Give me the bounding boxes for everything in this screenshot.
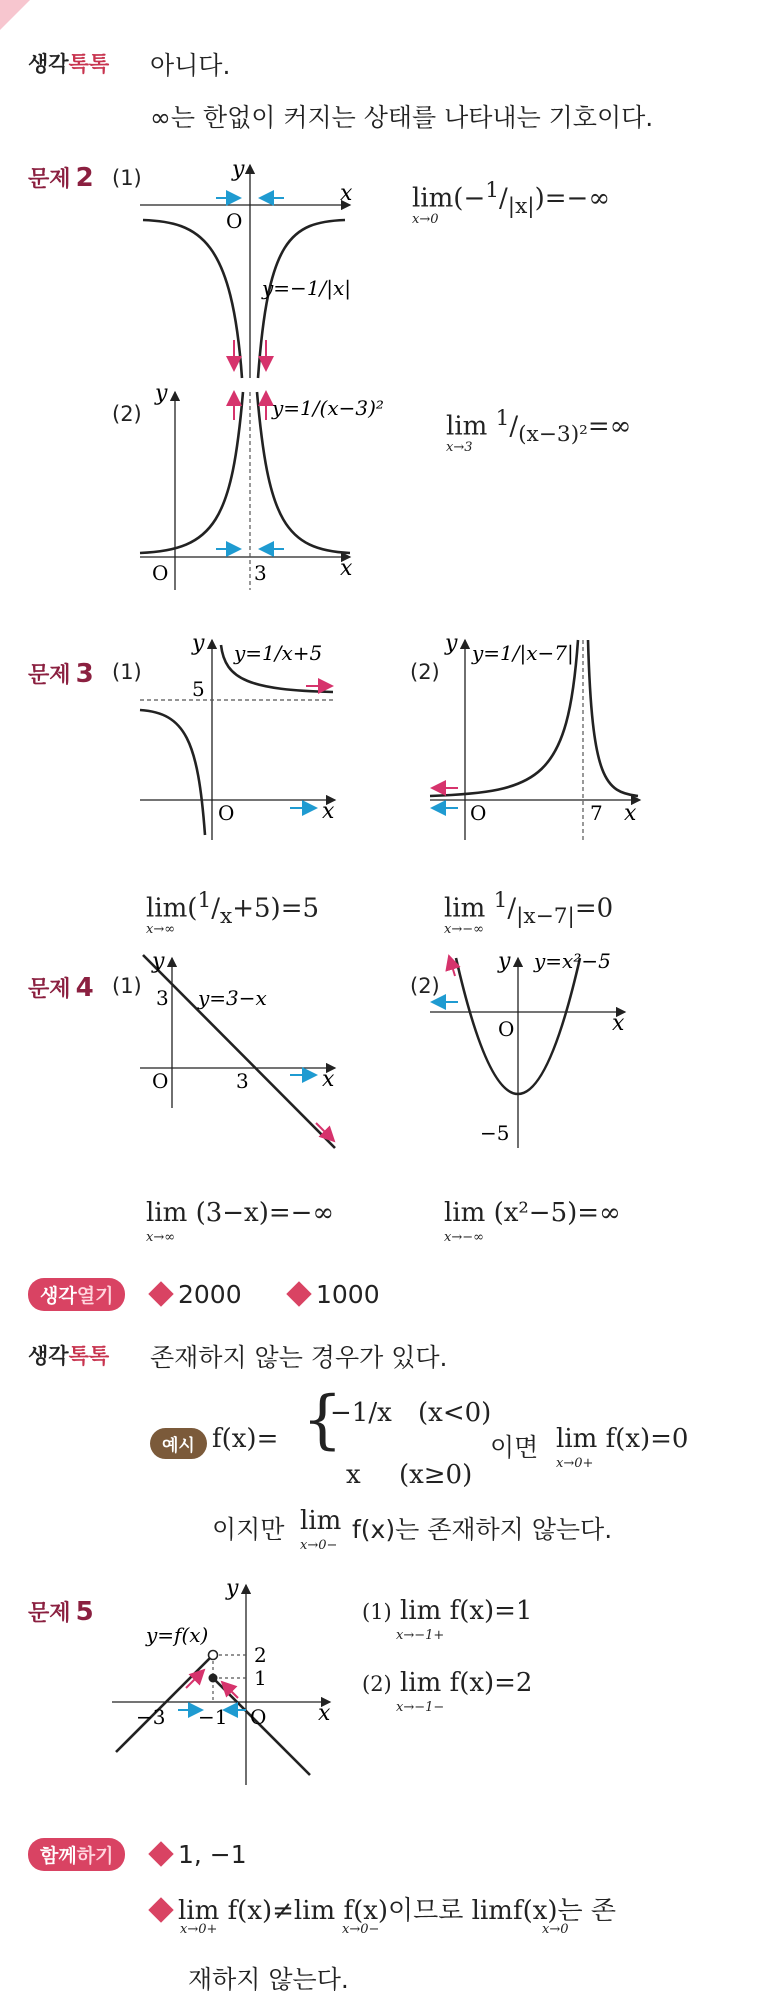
diamond-2-icon: [148, 1897, 173, 1922]
problem-number: 4: [75, 973, 94, 1003]
open-v1: 2000: [178, 1280, 242, 1309]
together-tag-a: 함께: [40, 1845, 77, 1867]
example-tag: 예시: [150, 1428, 207, 1459]
p5-minus1: −1: [198, 1705, 228, 1729]
lim-text: lim: [178, 1896, 220, 1926]
p3-eq2: $\lim ^1/_{|x-7|}=0$ x→−∞: [444, 888, 614, 937]
tip2-line1: 존재하지 않는 경우가 있다.: [150, 1343, 448, 1372]
p5-ans1-under: x→−1+: [396, 1628, 445, 1643]
problem-label: 문제: [28, 1601, 71, 1626]
p4-sub2: (2): [410, 974, 440, 998]
lim-text: lim: [293, 1896, 336, 1926]
problem-4-heading: [28, 972, 94, 1003]
p5-answer-2: [362, 1668, 533, 1715]
lim-text: lim: [446, 411, 488, 442]
p5-ans2-sub: (2): [362, 1672, 392, 1696]
p5-ans1-rhs: f(x)=1: [449, 1596, 533, 1626]
svg-text:O: O: [218, 801, 235, 825]
p4-eq1-body: (3−x)=−∞: [195, 1198, 335, 1228]
p4-graph2: [430, 949, 625, 1148]
svg-text:x: x: [624, 801, 637, 826]
p4-eq2-body: (x²−5)=∞: [493, 1198, 621, 1228]
tip-tag-a: 생각: [28, 1344, 69, 1368]
p2-g2-three: 3: [254, 561, 267, 585]
lim-text: lim: [146, 893, 188, 924]
p2-eq2: $\lim ^1/_{(x-3)^2}=\infty$ x→3: [446, 406, 632, 455]
problem-5-heading: [28, 1596, 94, 1627]
together-line2: 재하지 않는다.: [188, 1965, 349, 1994]
problem-number: 5: [75, 1597, 94, 1627]
together-answer-2: [152, 1890, 617, 1937]
open-tag: [28, 1278, 125, 1311]
together-mid1: f(x)≠: [227, 1896, 294, 1926]
svg-text:x: x: [612, 1011, 625, 1036]
p3-g2-seven: 7: [590, 801, 603, 825]
p2-eq1: $\lim(-^1/_{|x|})=-\infty$ x→0: [412, 178, 610, 227]
p4-eq1-under: x→∞: [146, 1230, 176, 1245]
open-tag-b: 열기: [76, 1285, 114, 1307]
example-lim2: [300, 1506, 342, 1553]
svg-text:x: x: [322, 799, 335, 824]
svg-text:O: O: [152, 561, 169, 585]
svg-text:y: y: [226, 1576, 239, 1601]
svg-text:y: y: [152, 949, 165, 974]
lim-text: lim: [400, 1668, 442, 1698]
p3-g2-curve-label: y=1/|x−7|: [472, 641, 574, 665]
lim-text: lim: [300, 1506, 342, 1536]
lim-text: lim: [412, 183, 454, 214]
svg-text:O: O: [250, 1705, 267, 1729]
svg-text:x: x: [318, 1701, 331, 1726]
together-under1: x→0+: [180, 1922, 218, 1937]
tip-tag-b: 톡톡: [68, 52, 110, 76]
together-answer-1: [152, 1840, 247, 1869]
problem-label: 문제: [28, 977, 71, 1002]
p2-eq1-rhs: =−∞: [544, 183, 610, 214]
p5-curve-label: y=f(x): [146, 1623, 209, 1647]
together-mid2: f(x)이므로: [343, 1896, 464, 1926]
tip1-line2: ∞는 한없이 커지는 상태를 나타내는 기호이다.: [150, 103, 654, 132]
p3-sub1: (1): [112, 660, 142, 684]
p2-eq2-rhs: =∞: [587, 411, 632, 442]
example-brace: {: [302, 1383, 343, 1457]
lim2-under: x→0−: [300, 1538, 338, 1553]
together-tag: [28, 1838, 125, 1871]
example-case1: [330, 1398, 491, 1428]
example-case2: [346, 1460, 472, 1490]
p3-g1-curve-label: y=1/x+5: [234, 641, 323, 665]
lim-text: lim: [444, 893, 486, 924]
svg-text:O: O: [152, 1069, 169, 1093]
example-mid: 이면: [490, 1433, 539, 1462]
open-answer-1: [152, 1280, 242, 1309]
p2-eq2-under: x→3: [446, 440, 473, 455]
tip-tag-2: [28, 1340, 109, 1370]
lim-text: lim: [556, 1424, 598, 1454]
p4-g1-three-x: 3: [236, 1069, 249, 1093]
p5-minus3: −3: [136, 1705, 166, 1729]
open-answer-2: [290, 1280, 380, 1309]
p4-g2-curve-label: y=x²−5: [534, 949, 611, 973]
together-under2: x→0−: [342, 1922, 380, 1937]
together-tag-b: 하기: [76, 1845, 114, 1867]
p2-graph1: [140, 157, 353, 378]
p3-eq2-rhs: =0: [574, 893, 614, 924]
svg-text:y: y: [155, 381, 168, 406]
open-tag-a: 생각: [40, 1285, 77, 1307]
case2-cond: (x≥0): [398, 1460, 473, 1490]
p5-graph: [112, 1576, 331, 1785]
lim1-rhs: f(x)=0: [605, 1424, 689, 1454]
together-under3: x→0: [542, 1922, 569, 1937]
problem-number: 3: [75, 659, 94, 689]
case1-cond: (x<0): [418, 1398, 492, 1428]
example-line2a: 이지만: [212, 1515, 285, 1544]
svg-text:y: y: [192, 631, 205, 656]
p4-graph1: [140, 949, 335, 1148]
p2-sub1: (1): [112, 166, 142, 190]
p3-eq1-rhs: =5: [280, 893, 320, 924]
p2-graph2: [140, 381, 384, 590]
problem-label: 문제: [28, 167, 71, 192]
open-dot: [209, 1651, 218, 1660]
svg-text:O: O: [498, 1017, 515, 1041]
diamond-1-icon: [148, 1281, 173, 1306]
p3-sub2: (2): [410, 660, 440, 684]
p4-g2-minus5: −5: [480, 1121, 510, 1145]
p4-sub1: (1): [112, 974, 142, 998]
axis-origin-label: O: [226, 209, 243, 233]
lim-text: lim: [444, 1198, 486, 1228]
p4-eq2-under: x→−∞: [444, 1230, 484, 1245]
together-a1: 1, −1: [178, 1840, 247, 1869]
p4-g1-three-y: 3: [156, 986, 169, 1010]
p2-sub2: (2): [112, 402, 142, 426]
lim-text: lim: [146, 1198, 188, 1228]
p3-eq2-under: x→−∞: [444, 922, 484, 937]
p5-ans2-under: x→−1−: [396, 1700, 445, 1715]
p3-graph1: [140, 631, 335, 840]
axis-y-label: y: [232, 157, 245, 182]
p5-one: 1: [254, 1666, 267, 1690]
tip-tag-a: 생각: [28, 52, 69, 76]
p5-two: 2: [254, 1643, 267, 1667]
p2-eq1-under: x→0: [412, 212, 439, 227]
p2-g1-curve-label: y=−1/|x|: [262, 276, 352, 300]
open-v2: 1000: [316, 1280, 380, 1309]
tip-tag-b: 톡톡: [68, 1344, 110, 1368]
axis-x-label: x: [340, 181, 353, 206]
example-f: f(x)=: [212, 1424, 279, 1454]
together-mid3: f(x)는 존: [512, 1896, 617, 1926]
p2-g2-curve-label: y=1/(x−3)²: [272, 396, 384, 420]
tip1-line1: 아니다.: [150, 51, 231, 80]
p3-eq1: $\lim(^1/_x+5)=5$ x→∞: [146, 888, 320, 937]
p3-g1-five: 5: [192, 677, 205, 701]
p3-graph2: [430, 631, 640, 840]
lim-text: lim: [471, 1896, 513, 1926]
p4-eq2: [444, 1198, 621, 1245]
lim1-under: x→0+: [556, 1456, 594, 1471]
svg-text:y: y: [445, 631, 458, 656]
problem-3-heading: [28, 658, 94, 689]
p5-ans2-rhs: f(x)=2: [449, 1668, 533, 1698]
svg-text:x: x: [322, 1067, 335, 1092]
problem-label: 문제: [28, 663, 71, 688]
example-line2b: f(x)는 존재하지 않는다.: [352, 1515, 613, 1544]
svg-text:x: x: [340, 556, 353, 581]
case1-val: −1/x: [330, 1398, 392, 1428]
svg-text:O: O: [470, 801, 487, 825]
case2-val: x: [346, 1460, 361, 1490]
p5-answer-1: [362, 1596, 533, 1643]
diamond-2-icon: [286, 1281, 311, 1306]
example-lim1: [556, 1424, 689, 1471]
p5-ans1-sub: (1): [362, 1600, 392, 1624]
p4-eq1: [146, 1198, 335, 1245]
svg-text:y: y: [498, 949, 511, 974]
problem-number: 2: [75, 163, 94, 193]
p4-g1-curve-label: y=3−x: [198, 986, 267, 1010]
p3-eq1-under: x→∞: [146, 922, 176, 937]
lim-text: lim: [400, 1596, 442, 1626]
diamond-1-icon: [148, 1841, 173, 1866]
closed-dot: [209, 1674, 218, 1683]
